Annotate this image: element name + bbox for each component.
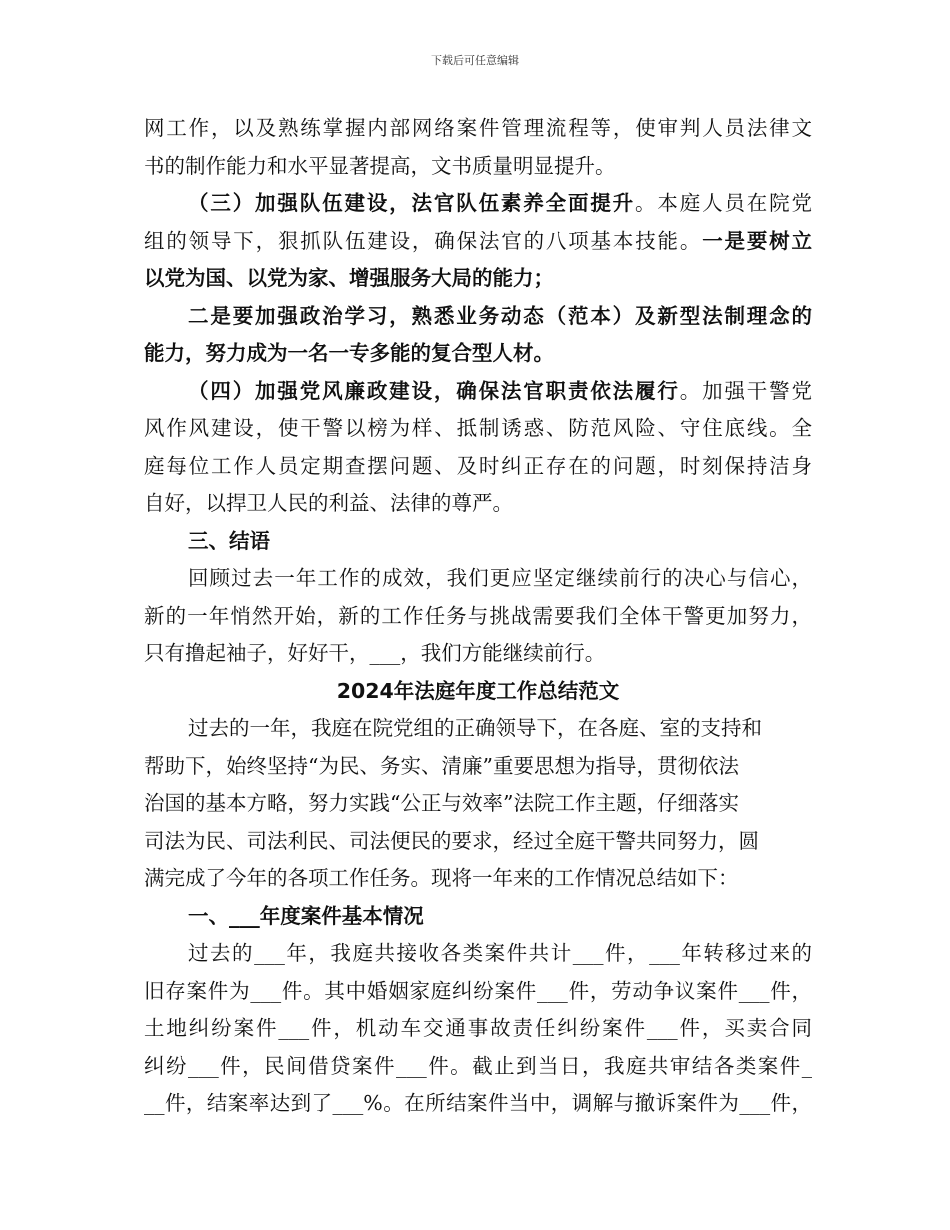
paragraph-line: 组的领导下，狠抓队伍建设，确保法官的八项基本技能。一是要树立 — [144, 228, 812, 253]
paragraph-line: 只有撸起袖子，好好干，___，我们方能继续前行。 — [144, 641, 606, 665]
document-body — [144, 110, 812, 1123]
paragraph-line: 土地纠纷案件___件，机动车交通事故责任纠纷案件___件，买卖合同 — [144, 1016, 812, 1040]
paragraph-line: 治国的基本方略，努力实践“公正与效率”法院工作主题，仔细落实 — [144, 791, 739, 815]
paragraph-line: 网工作，以及熟练掌握内部网络案件管理流程等，使审判人员法律文 — [144, 116, 812, 140]
paragraph-line: 回顾过去一年工作的成效，我们更应坚定继续前行的决心与信心， — [188, 566, 812, 590]
paragraph-line: 风作风建设，使干警以榜为样、抵制诱惑、防范风险、守住底线。全 — [144, 416, 812, 440]
paragraph-line: 纠纷___件，民间借贷案件___件。截止到当日，我庭共审结各类案件_ — [144, 1053, 812, 1078]
section-heading: （三）加强队伍建设，法官队伍素养全面提升 — [188, 191, 636, 215]
section-heading: 一、___年度案件基本情况 — [188, 903, 424, 928]
paragraph-line: 以党为国、以党为家、增强服务大局的能力； — [144, 266, 554, 290]
paragraph-line: __件，结案率达到了___%。在所结案件当中，调解与撤诉案件为___件， — [144, 1091, 812, 1115]
paragraph-line: 满完成了今年的各项工作任务。现将一年来的工作情况总结如下： — [144, 866, 739, 890]
paragraph-line: 过去的一年，我庭在院党组的正确领导下，在各庭、室的支持和 — [188, 716, 762, 740]
paragraph-line: 过去的___年，我庭共接收各类案件共计___件，___年转移过来的 — [188, 941, 812, 965]
paragraph-line: 帮助下，始终坚持“为民、务实、清廉”重要思想为指导，贯彻依法 — [144, 753, 739, 778]
section-heading: 三、结语 — [188, 528, 270, 553]
paragraph-line: 司法为民、司法利民、司法便民的要求，经过全庭干警共同努力，圆 — [144, 828, 759, 853]
paragraph-line: 自好，以捍卫人民的利益、法律的尊严。 — [144, 491, 513, 515]
section-heading-line: （三）加强队伍建设，法官队伍素养全面提升。本庭人员在院党 — [188, 191, 812, 215]
paragraph-line: 二是要加强政治学习，熟悉业务动态（范本）及新型法制理念的 — [188, 303, 812, 328]
paragraph-line: 能力，努力成为一名一专多能的复合型人材。 — [144, 341, 554, 365]
document-title: 2024年法庭年度工作总结范文 — [336, 678, 620, 703]
paragraph-line: 庭每位工作人员定期查摆问题、及时纠正存在的问题，时刻保持洁身 — [144, 453, 812, 478]
paragraph-line: 新的一年悄然开始，新的工作任务与挑战需要我们全体干警更加努力， — [144, 603, 812, 628]
section-heading: （四）加强党风廉政建设，确保法官职责依法履行 — [188, 378, 680, 403]
section-heading-line: （四）加强党风廉政建设，确保法官职责依法履行。加强干警党 — [188, 378, 812, 403]
page-header: 下载后可任意编辑 — [431, 54, 519, 67]
paragraph-line: 书的制作能力和水平显著提高，文书质量明显提升。 — [144, 153, 616, 178]
paragraph-line: 旧存案件为___件。其中婚姻家庭纠纷案件___件，劳动争议案件___件， — [144, 978, 812, 1003]
